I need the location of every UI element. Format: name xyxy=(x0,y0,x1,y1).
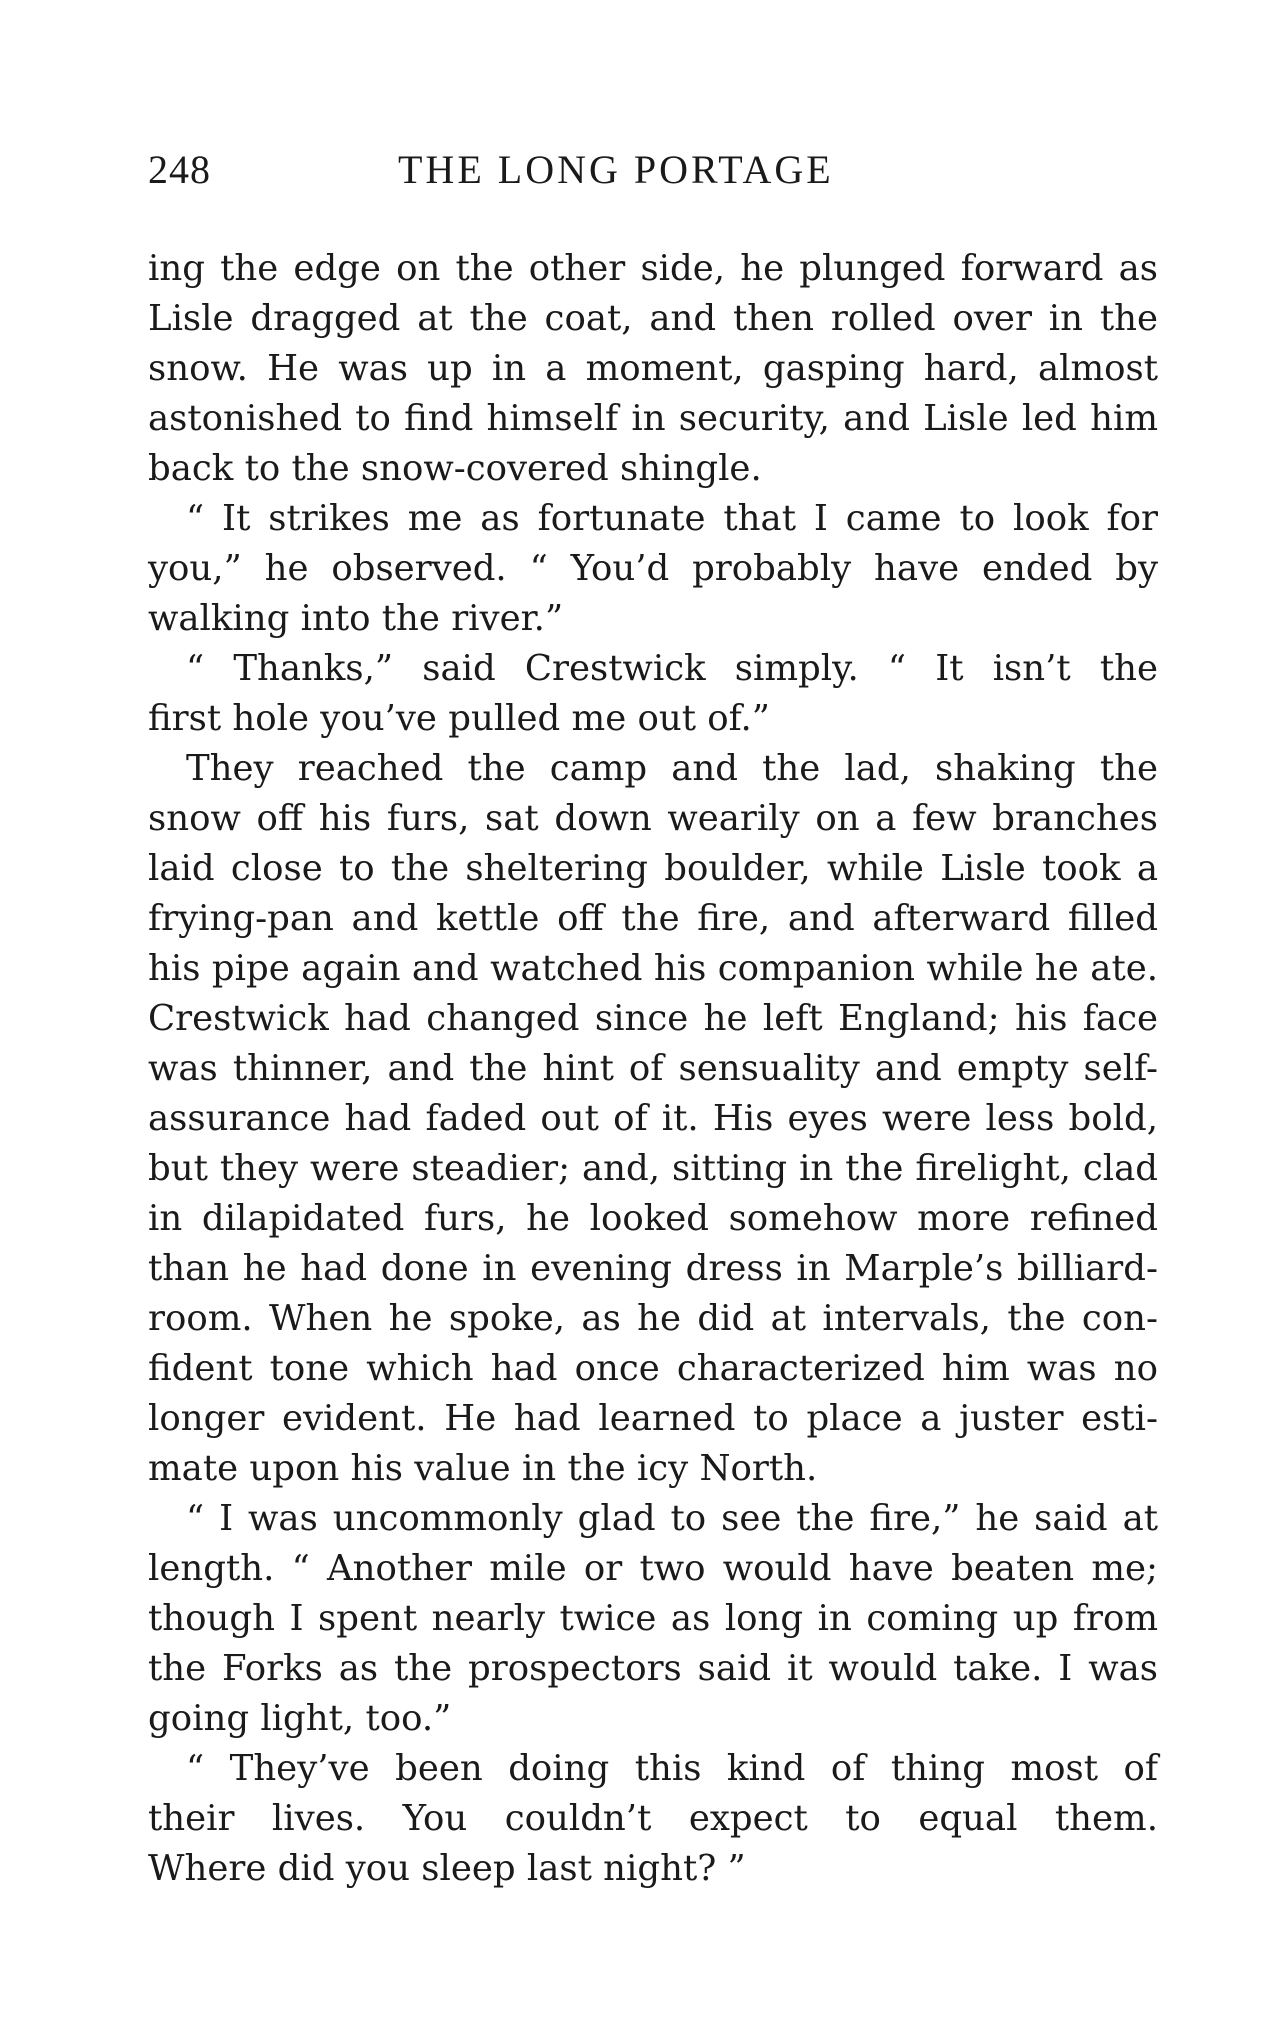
text-line: Where did you sleep last night? ” xyxy=(148,1848,746,1889)
text-line: ing the edge on the other side, he plunged forward as xyxy=(148,248,1158,289)
text-line: They reached the camp and the lad, shaking the xyxy=(186,748,1158,789)
text-line: first hole you’ve pulled me out of.” xyxy=(148,698,770,739)
text-line: back to the snow-covered shingle. xyxy=(148,448,762,489)
text-line: “ They’ve been doing this kind of thing most of xyxy=(186,1748,1158,1789)
text-line: going light, too.” xyxy=(148,1698,452,1739)
text-line: in dilapidated furs, he looked somehow more refined xyxy=(148,1198,1158,1239)
text-line: astonished to find himself in security, and Lisle led him xyxy=(148,398,1158,439)
text-line: but they were steadier; and, sitting in the firelight, clad xyxy=(148,1148,1158,1189)
text-line: snow. He was up in a moment, gasping hard, almost xyxy=(148,348,1158,389)
text-line: was thinner, and the hint of sensuality and empty self- xyxy=(148,1048,1158,1089)
text-line: fident tone which had once characterized him was no xyxy=(148,1348,1158,1389)
text-line: assurance had faded out of it. His eyes were less bold, xyxy=(148,1098,1158,1139)
text-line: “ It strikes me as fortunate that I came to look for xyxy=(186,498,1158,539)
text-line: Lisle dragged at the coat, and then rolled over in the xyxy=(148,298,1158,339)
text-line: room. When he spoke, as he did at intervals, the con- xyxy=(148,1298,1158,1339)
body-text xyxy=(148,244,1158,1894)
text-line: though I spent nearly twice as long in coming up from xyxy=(148,1598,1158,1639)
text-line: laid close to the sheltering boulder, while Lisle took a xyxy=(148,848,1158,889)
text-line: Crestwick had changed since he left England; his face xyxy=(148,998,1158,1039)
text-line: “ I was uncommonly glad to see the fire,” he said at xyxy=(186,1498,1158,1539)
text-line: his pipe again and watched his companion while he ate. xyxy=(148,948,1158,989)
text-line: the Forks as the prospectors said it would take. I was xyxy=(148,1648,1158,1689)
page-header xyxy=(148,146,1158,196)
running-title: THE LONG PORTAGE xyxy=(398,147,834,192)
text-line: “ Thanks,” said Crestwick simply. “ It isn’t the xyxy=(186,648,1158,689)
text-line: than he had done in evening dress in Marple’s billiard- xyxy=(148,1248,1158,1289)
text-line: you,” he observed. “ You’d probably have ended by xyxy=(148,548,1158,589)
text-line: mate upon his value in the icy North. xyxy=(148,1448,818,1489)
text-line: their lives. You couldn’t expect to equal them. xyxy=(148,1798,1158,1839)
text-line: length. “ Another mile or two would have beaten me; xyxy=(148,1548,1158,1589)
text-line: longer evident. He had learned to place a juster esti- xyxy=(148,1398,1158,1439)
text-line: walking into the river.” xyxy=(148,598,564,639)
page-number: 248 xyxy=(148,147,211,192)
text-line: frying-pan and kettle off the fire, and afterward filled xyxy=(148,898,1158,939)
text-line: snow off his furs, sat down wearily on a few branches xyxy=(148,798,1158,839)
